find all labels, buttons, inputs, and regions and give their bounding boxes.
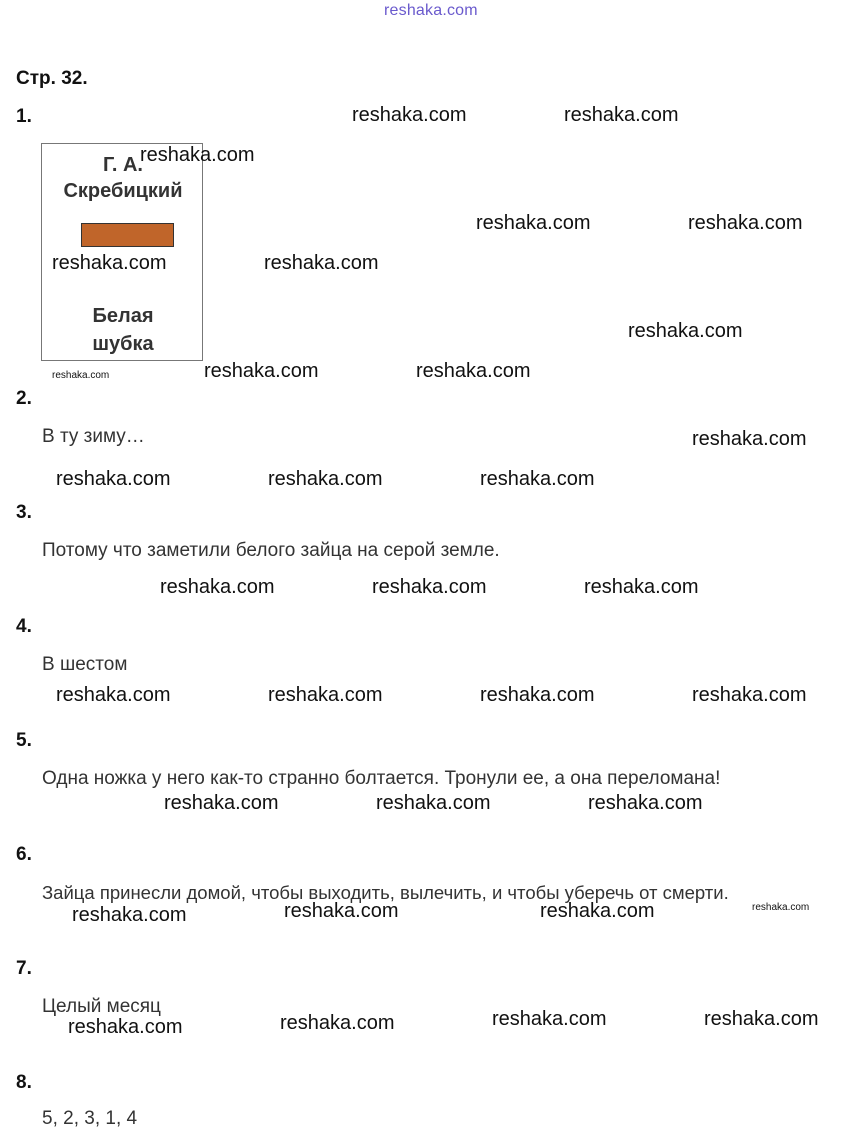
task-number: 8. [16, 1072, 32, 1093]
book-title-line1: Белая [92, 305, 154, 327]
watermark: reshaka.com [692, 428, 807, 450]
watermark: reshaka.com [72, 904, 187, 926]
page-label: Стр. 32. [16, 68, 88, 89]
watermark: reshaka.com [164, 792, 279, 814]
task-number: 5. [16, 730, 32, 751]
watermark: reshaka.com [588, 792, 703, 814]
watermark: reshaka.com [492, 1008, 607, 1030]
watermark: reshaka.com [480, 684, 595, 706]
watermark: reshaka.com [68, 1016, 183, 1038]
watermark-small: reshaka.com [752, 902, 810, 913]
task-answer: Целый месяц [42, 996, 161, 1017]
watermark: reshaka.com [264, 252, 379, 274]
watermark: reshaka.com [476, 212, 591, 234]
task-answer: Зайца принесли домой, чтобы выходить, вылечить, и чтобы уберечь от смерти. [42, 882, 729, 903]
watermark: reshaka.com [204, 360, 319, 382]
book-author-initials: Г. А. [103, 154, 143, 176]
task-number: 4. [16, 616, 32, 637]
watermark: reshaka.com [140, 144, 255, 166]
site-watermark-top: reshaka.com [384, 2, 478, 19]
task-answer: Одна ножка у него как-то странно болтается. Тронули ее, а она переломана! [42, 768, 721, 789]
watermark: reshaka.com [416, 360, 531, 382]
watermark: reshaka.com [268, 468, 383, 490]
watermark: reshaka.com [564, 104, 679, 126]
watermark: reshaka.com [56, 684, 171, 706]
task-number: 7. [16, 958, 32, 979]
watermark: reshaka.com [268, 684, 383, 706]
task-answer: Потому что заметили белого зайца на серой земле. [42, 540, 500, 561]
task-number: 3. [16, 502, 32, 523]
watermark: reshaka.com [160, 576, 275, 598]
task-answer: В ту зиму… [42, 426, 145, 447]
watermark: reshaka.com [688, 212, 803, 234]
book-title-line2: шубка [92, 333, 154, 355]
watermark: reshaka.com [280, 1012, 395, 1034]
watermark: reshaka.com [52, 252, 167, 274]
book-author-surname: Скребицкий [63, 180, 183, 202]
watermark: reshaka.com [628, 320, 743, 342]
watermark: reshaka.com [372, 576, 487, 598]
watermark: reshaka.com [352, 104, 467, 126]
task-number: 1. [16, 106, 32, 127]
watermark: reshaka.com [284, 900, 399, 922]
watermark: reshaka.com [376, 792, 491, 814]
task-answer: 5, 2, 3, 1, 4 [42, 1108, 138, 1129]
watermark-small: reshaka.com [52, 370, 110, 381]
task-answer: В шестом [42, 654, 128, 675]
watermark: reshaka.com [540, 900, 655, 922]
task-number: 6. [16, 844, 32, 865]
watermark: reshaka.com [584, 576, 699, 598]
watermark: reshaka.com [480, 468, 595, 490]
watermark: reshaka.com [56, 468, 171, 490]
book-color-bar [81, 223, 174, 247]
watermark: reshaka.com [704, 1008, 819, 1030]
task-number: 2. [16, 388, 32, 409]
watermark: reshaka.com [692, 684, 807, 706]
